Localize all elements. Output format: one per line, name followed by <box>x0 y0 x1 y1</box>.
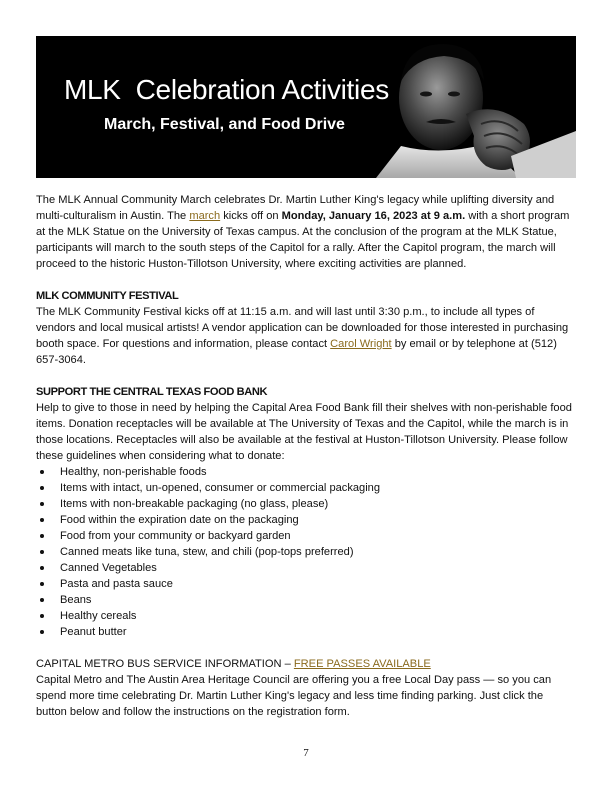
header-banner <box>36 36 576 178</box>
foodbank-heading: SUPPORT THE CENTRAL TEXAS FOOD BANK <box>36 386 268 398</box>
list-item: Items with non-breakable packaging (no glass, please) <box>36 496 576 512</box>
list-item: Items with intact, un-opened, consumer or commercial packaging <box>36 480 576 496</box>
list-item: Healthy cereals <box>36 608 576 624</box>
intro-paragraph: The MLK Annual Community March celebrates Dr. Martin Luther King's legacy while uplifting diversity and multi-culturalism in Austin. The march kicks off on Monday, January 16, 2023 at 9 a.m. with a short program at the MLK Statue on the University of Texas campus. At the conclusion of the program at the MLK Statue, participants will march to the south steps of the Capitol for a rally. After the Capitol program, the march will proceed to the historic Huston-Tillotson University, where exciting activities are planned. <box>36 194 570 270</box>
banner-subtitle: March, Festival, and Food Drive <box>104 116 345 133</box>
foodbank-paragraph: Help to give to those in need by helping the Capital Area Food Bank fill their shelves with non-perishable food items. Donation receptacles will be available at The University of Texas and the Capitol, while the march is in those locations. Receptacles will also be available at the festival at Huston-Tillotson University. Please follow these guidelines when considering what to donate: <box>36 402 572 462</box>
list-item: Food within the expiration date on the packaging <box>36 512 576 528</box>
list-item: Food from your community or backyard garden <box>36 528 576 544</box>
list-item: Peanut butter <box>36 624 576 640</box>
festival-paragraph: The MLK Community Festival kicks off at 11:15 a.m. and will last until 3:30 p.m., to include all types of vendors and local musical artists! A vendor application can be downloaded for those interested in purchasing booth space. For questions and information, please contact Carol Wright by email or by telephone at (512) 657-3064. <box>36 306 569 366</box>
list-item: Beans <box>36 592 576 608</box>
festival-heading: MLK COMMUNITY FESTIVAL <box>36 290 179 302</box>
portrait-photo <box>346 36 576 178</box>
free-passes-link[interactable]: FREE PASSES AVAILABLE <box>293 658 431 670</box>
banner-title: MLK Celebration Activities <box>64 74 389 105</box>
march-date: Monday, January 16, 2023 at 9 a.m. <box>281 210 466 222</box>
march-link[interactable]: march <box>189 210 221 222</box>
document-body <box>36 192 576 720</box>
list-item: Pasta and pasta sauce <box>36 576 576 592</box>
contact-link[interactable]: Carol Wright <box>330 338 392 350</box>
bus-heading: CAPITAL METRO BUS SERVICE INFORMATION – FREE PASSES AVAILABLE <box>36 658 431 670</box>
list-item: Healthy, non-perishable foods <box>36 464 576 480</box>
donation-guidelines-list <box>36 464 576 640</box>
list-item: Canned meats like tuna, stew, and chili (pop-tops preferred) <box>36 544 576 560</box>
page-number: 7 <box>303 747 309 759</box>
list-item: Canned Vegetables <box>36 560 576 576</box>
bus-paragraph: Capital Metro and The Austin Area Heritage Council are offering you a free Local Day pass — so you can spend more time celebrating Dr. Martin Luther King's legacy and less time finding parking. Just click the button below and follow the instructions on the registration form. <box>36 674 552 718</box>
